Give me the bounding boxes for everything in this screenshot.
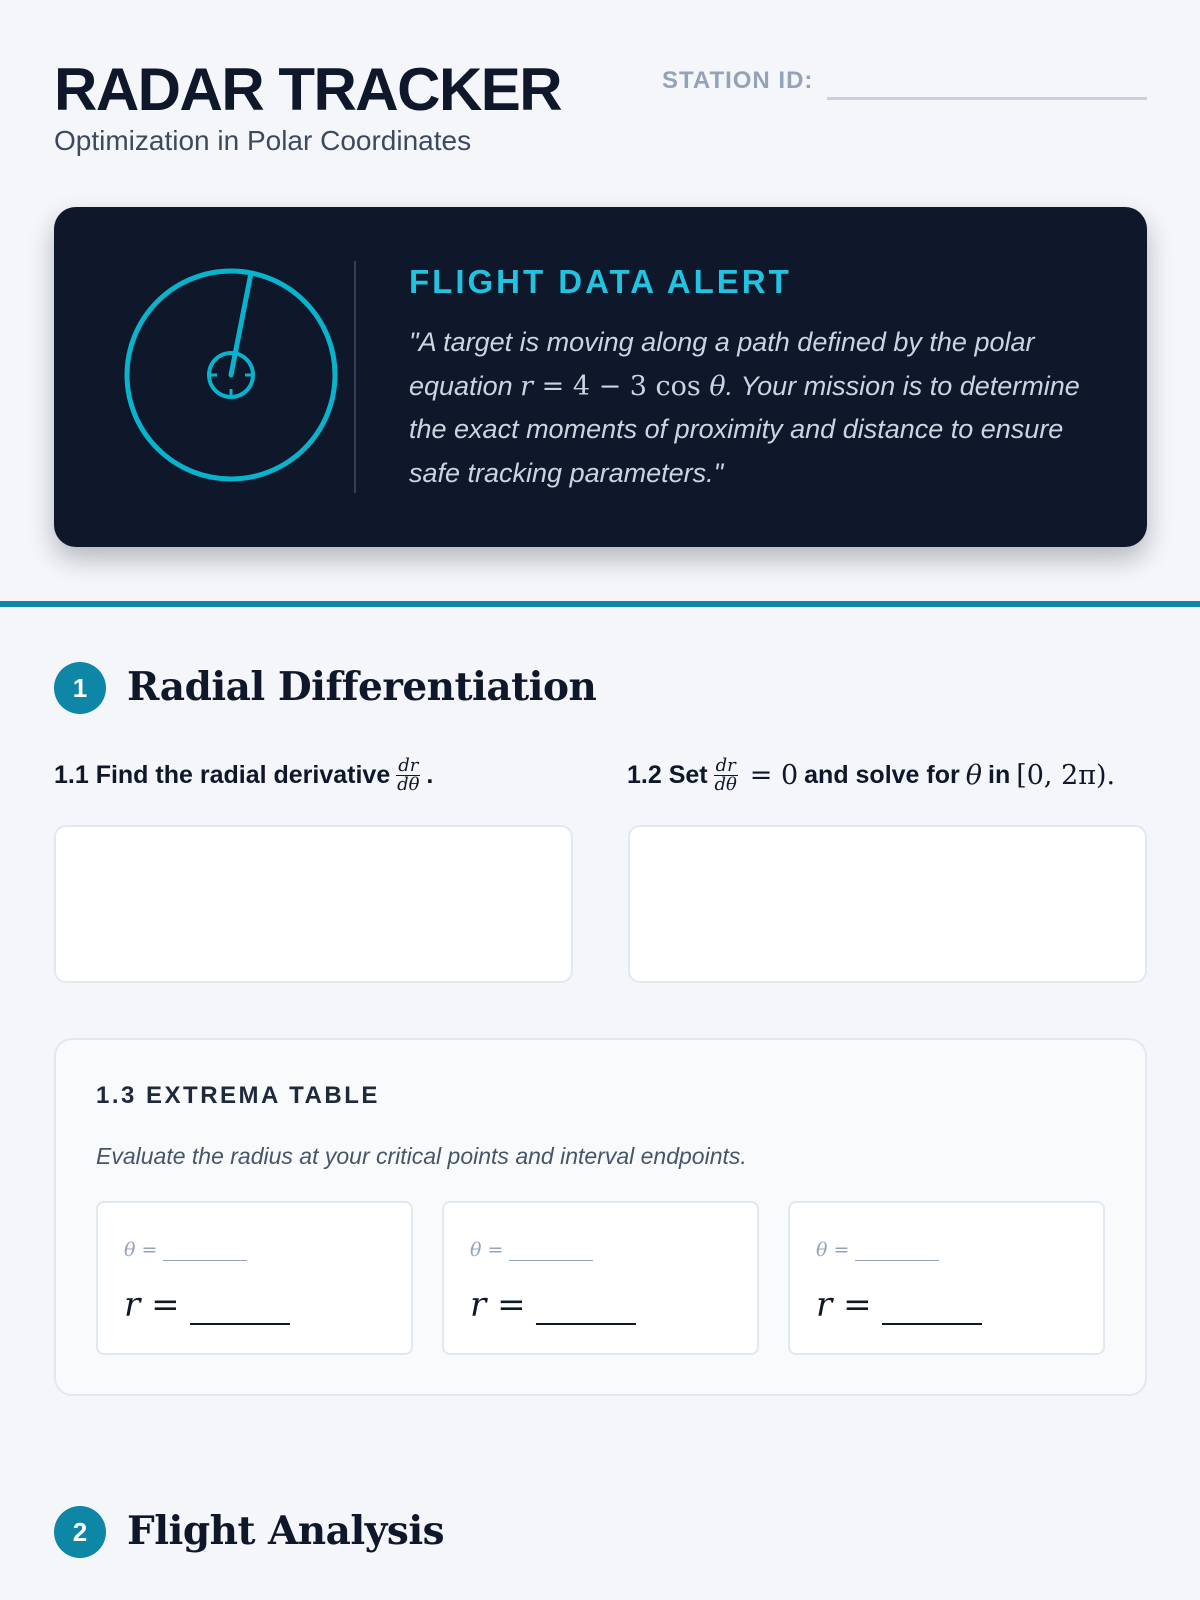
theta-blank[interactable] [855,1243,939,1261]
answer-box-1-2[interactable] [628,825,1147,983]
alert-text-end: . Your mission is to determine the exact moments of proximity and distance to ensure safe tracking parameters." [409,370,1080,488]
question-1-2-prefix: 1.2 Set [627,760,708,789]
extrema-table-panel [54,1038,1147,1396]
r-blank[interactable] [882,1295,982,1325]
r-blank[interactable] [536,1295,636,1325]
page-title: RADAR TRACKER [54,56,562,123]
derivative-fraction [714,754,738,795]
r-entry[interactable]: r = [124,1285,290,1325]
page-subtitle: Optimization in Polar Coordinates [54,125,472,156]
theta-entry[interactable]: θ = [816,1239,939,1261]
station-id-field[interactable] [827,58,1147,100]
alert-divider [354,261,356,493]
extrema-table-instructions: Evaluate the radius at your critical points and interval endpoints. [96,1143,747,1169]
equation-theta: θ [709,370,726,402]
r-blank[interactable] [190,1295,290,1325]
equation-r: r [520,370,534,402]
theta-entry[interactable]: θ = [124,1239,247,1261]
answer-box-1-1[interactable] [54,825,573,983]
fraction-denominator: dθ [714,773,737,795]
section-1-title: Radial Differentiation [127,664,597,710]
theta-entry[interactable]: θ = [470,1239,593,1261]
fraction-denominator: dθ [397,773,420,795]
alert-text-start: "A target is moving along a path defined by the polar equation [409,327,1035,401]
equation-body: = 4 − 3 cos [533,370,710,402]
section-divider [0,601,1200,607]
extrema-table-label: 1.3 EXTREMA TABLE [96,1082,380,1109]
extrema-cell[interactable] [788,1201,1105,1355]
theta-blank[interactable] [509,1243,593,1261]
extrema-cell[interactable] [442,1201,759,1355]
extrema-cell[interactable] [96,1201,413,1355]
equals-zero: = 0 [749,759,799,791]
theta-blank[interactable] [163,1243,247,1261]
interval: [0, 2π). [1016,759,1116,791]
alert-message [409,321,1109,495]
theta-symbol: θ [965,759,982,791]
question-1-2-in: in [988,760,1011,789]
section-1-number: 1 [54,662,106,714]
section-2-title: Flight Analysis [127,1508,445,1554]
question-1-2 [627,752,1121,798]
station-id-label: STATION ID: [662,67,814,94]
fraction-numerator: dr [398,754,419,776]
r-entry[interactable]: r = [470,1285,636,1325]
question-1-1 [54,752,433,798]
derivative-fraction [396,754,420,795]
question-1-1-period: . [426,760,434,789]
worksheet-header [54,54,1147,164]
flight-data-alert-card [54,207,1147,547]
fraction-numerator: dr [715,754,736,776]
radar-icon [123,267,339,483]
alert-title: FLIGHT DATA ALERT [409,263,792,300]
question-1-2-middle: and solve for [804,760,960,789]
question-1-1-label: 1.1 Find the radial derivative [54,760,391,789]
r-entry[interactable]: r = [816,1285,982,1325]
section-2-number: 2 [54,1506,106,1558]
